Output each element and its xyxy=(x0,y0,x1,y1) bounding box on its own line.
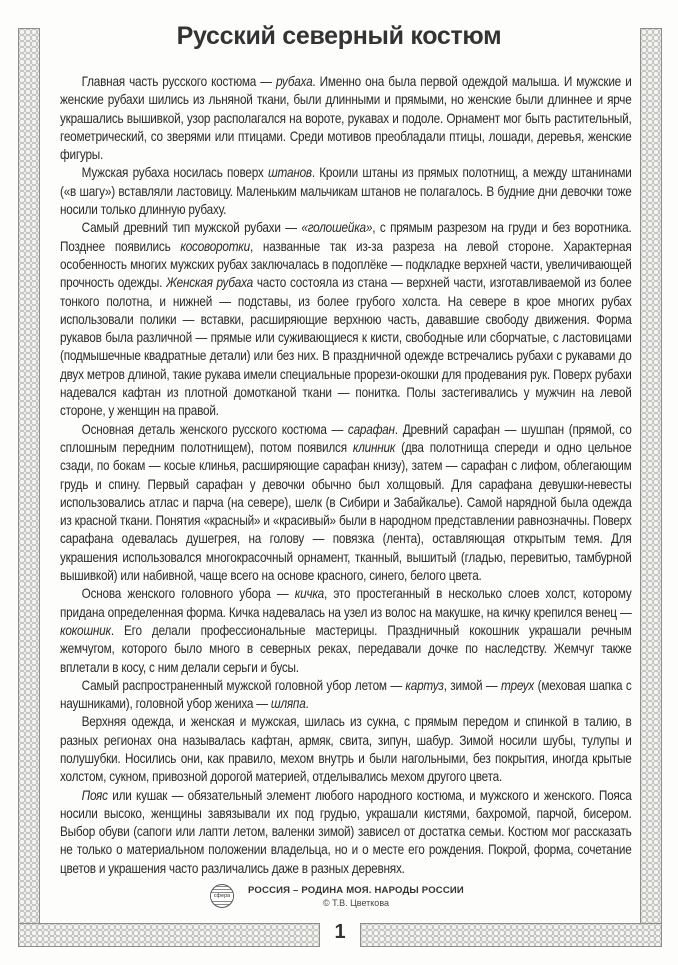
text-run: , это простеганный в несколько слоев холст, которому придана определенная форма. Кичка надевалась на узел из волос на макушке, на кичку крепился венец — xyxy=(60,586,632,620)
term-italic: Женская рубаха xyxy=(166,275,253,291)
author-copyright: © Т.В. Цветкова xyxy=(322,898,390,908)
text-run: , названные так из-за разреза на левой стороне. Характерная особенность многих мужских рубах заключалась в подоплёке — подкладке верхней части, увеличивающей прочность одежды. xyxy=(60,238,632,291)
paragraph xyxy=(60,787,632,878)
text-run: Основа женского головного убора — xyxy=(81,586,295,602)
text-run: . Кроили штаны из прямых полотнищ, а между штанинами («в шагу») вставляли ластовицу. Маленьким мальчикам штанов не полагалось. В будние дни девочки тоже носили только длинную рубаху. xyxy=(60,165,632,218)
term-italic: Пояс xyxy=(81,787,108,803)
text-run: Верхняя одежда, и женская и мужская, шилась из сукна, с прямым передом и спинкой в талию, в разных регионах она называлась кафтан, армяк, свита, зипун, шабур. Зимой носили шубы, тулупы и полушубки. Носились они, как правило, мехом внутрь и были нагольными, без покрытия, иногда крытые холстом, сукном, привозной дорогой материей, отделывались мехом другого цвета. xyxy=(60,714,632,785)
text-run: . Древний сарафан — шушпан (прямой, со сплошным передним полотнищем), потом появился xyxy=(60,421,632,455)
term-italic: шляпа xyxy=(270,696,306,712)
paragraph xyxy=(60,219,632,420)
term-italic: рубаха xyxy=(275,74,313,89)
term-italic: треух xyxy=(501,677,535,693)
term-italic: клинник xyxy=(352,439,396,455)
paragraph xyxy=(60,421,632,586)
bottom-border-ornament-left xyxy=(18,923,320,947)
text-run: Главная часть русского костюма — xyxy=(81,74,276,89)
text-run: Мужская рубаха носилась поверх xyxy=(81,165,268,181)
series-title: РОССИЯ – РОДИНА МОЯ. НАРОДЫ РОССИИ xyxy=(248,885,464,896)
text-run: . Именно она была первой одеждой малыша. И мужские и женские рубахи шились из льняной ткани, были длинными и прямыми, но женские были длиннее и ярче украшались вышивкой, узор располагался на вороте, рукавах и подоле. Орнамент мог быть растительный, геометрический, со зверями или птицами. Среди мотивов преобладали птицы, лошади, деревья, женские фигуры. xyxy=(60,74,632,163)
term-italic: сарафан xyxy=(347,421,395,437)
term-italic: косоворотки xyxy=(180,238,250,254)
paragraph xyxy=(60,713,632,786)
text-run: Самый древний тип мужской рубахи — xyxy=(81,220,302,236)
text-run: или кушак — обязательный элемент любого народного костюма, и мужского и женского. Пояса носили высоко, женщины завязывали их под грудью, украшали кистями, бахромой, парчой, бисером. Выбор обуви (сапоги или лапти летом, валенки зимой) зависел от достатка семьи. Костюм мог рассказать не только о материальном положении владельца, но и о месте его рождения. Покрой, форма, сочетание цветов и украшения часто различались даже в разных деревнях. xyxy=(60,787,632,876)
page-number: 1 xyxy=(334,921,346,943)
publisher-logo xyxy=(210,884,234,908)
text-run: , зимой — xyxy=(443,677,502,693)
text-run: . xyxy=(305,696,309,712)
text-run: (меховая шапка с наушниками), головной убор жениха — xyxy=(60,677,632,712)
text-run: Основная деталь женского русского костюма — xyxy=(81,421,348,437)
footer xyxy=(0,885,678,911)
term-italic: кичка xyxy=(294,586,325,602)
right-border-ornament xyxy=(640,28,662,925)
term-italic: кокошник xyxy=(60,622,111,638)
text-run: . Его делали профессиональные мастерицы. Праздничный кокошник украшали речным жемчугом, которого было много в северных реках, передавали дочке по наследству. Жемчуг также вплетали в косу, с ним делали серьги и бусы. xyxy=(60,622,632,675)
logo-text: сфера xyxy=(211,893,233,899)
term-italic: «голошейка» xyxy=(301,220,373,236)
page-title: Русский северный костюм xyxy=(176,22,502,50)
article-body xyxy=(60,73,632,878)
paragraph xyxy=(60,73,632,164)
bottom-border-ornament-right xyxy=(360,923,662,947)
text-run: часто состояла из стана — верхней части, изготавливаемой из более тонкого полотна, и нижней — подставы, из более грубого холста. На севере в крое многих рубах использовали полики — вставки, расширяющие верхнюю часть, дававшие свободу движения. Форма рукавов была различной — прямые или суживающиеся к кисти, свободные или сборчатые, с ластовицами (подмышечные квадратные детали) или без них. В праздничной одежде встречались рубахи с рукавами до двух метров длиной, такие рукава имели специальные прорези-окошки для продевания рук. Поверх рубахи надевался кафтан из плотной домотканой ткани — понитка. Полы застегивались у мужчин на левой стороне, у женщин на правой. xyxy=(60,275,632,419)
paragraph xyxy=(60,585,632,676)
text-run: , с прямым разрезом на груди и без воротника. Позднее появились xyxy=(60,220,632,254)
term-italic: картуз xyxy=(405,677,444,693)
term-italic: штанов xyxy=(267,165,312,181)
paragraph xyxy=(60,164,632,219)
text-run: (два полотнища спереди и одно цельное сзади, по бокам — косые клинья, расширяющие сарафан книзу), затем — сарафан с лифом, облегающим грудь и спину. Первый сарафан у девочки обычно был холщовый. Для сарафана девушки-невесты использовались атлас и парча (на севере), шелк (в Сибири и Забайкалье). Самой нарядной была одежда из красной ткани. Понятия «красный» и «красивый» были в народном представлении равнозначны. Поверх сарафана одевалась душегрея, на голову — повязка (лента), оставляющая открытым темя. Для украшения использовался многокрасочный орнамент, тканный, вышитый (гладью, перевитью, тамбурной вышивкой) или набивной, чаще всего на основе красного, синего, белого цвета. xyxy=(60,439,632,584)
text-run: Самый распространенный мужской головной убор летом — xyxy=(81,677,406,693)
left-border-ornament xyxy=(18,28,40,925)
paragraph xyxy=(60,677,632,714)
